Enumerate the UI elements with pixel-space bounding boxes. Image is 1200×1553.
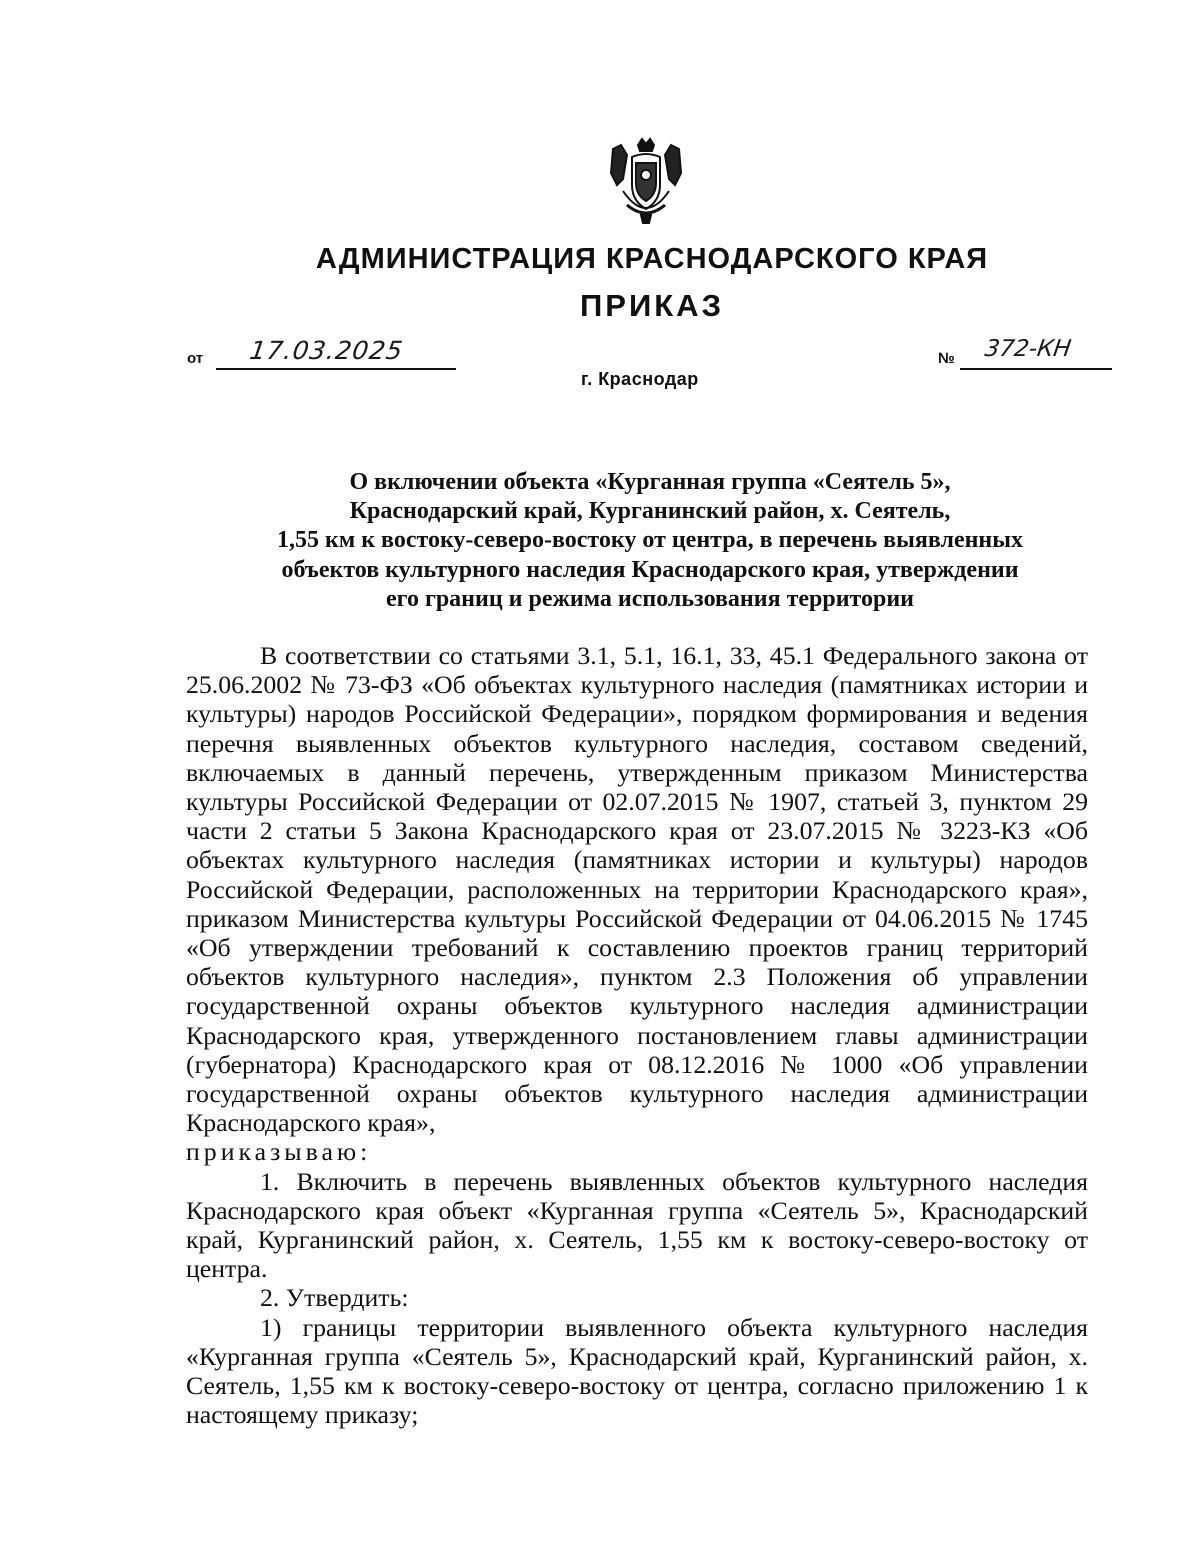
title-line: его границ и режима использования территории [385, 585, 915, 612]
document-type: ПРИКАЗ [580, 288, 724, 323]
item-1-paragraph: 1. Включить в перечень выявленных объектов культурного наследия Краснодарского края объект «Курганная группа «Сеятель 5», Краснодарский край, Курганинский район, х. Сеятель, 1,55 км к востоку-северо-востоку от центра. [186, 1166, 1088, 1284]
title-line: Краснодарский край, Курганинский район, х. Сеятель, [349, 498, 951, 525]
document-body [186, 641, 1088, 1429]
title-line: объектов культурного наследия Краснодарского края, утверждении [281, 556, 1019, 583]
handwritten-date: 17.03.2025 [247, 336, 406, 365]
preamble-paragraph: В соответствии со статьями 3.1, 5.1, 16.1, 33, 45.1 Федерального закона от 25.06.2002 № 73-ФЗ «Об объектах культурного наследия (памятниках истории и культуры) народов Российской Федерации», порядком формирования и ведения перечня выявленных объектов культурного наследия, составом сведений, включаемых в данный перечень, утвержденным приказом Министерства культуры Российской Федерации от 02.07.2015 № 1907, статьей 3, пунктом 29 части 2 статьи 5 Закона Краснодарского края от 23.07.2015 № 3223-КЗ «Об объектах культурного наследия (памятниках истории и культуры) народов Российской Федерации, расположенных на территории Краснодарского края», приказом Министерства культуры Российской Федерации от 04.06.2015 № 1745 «Об утверждении требований к составлению проектов границ территорий объектов культурного наследия», пунктом 2.3 Положения об управлении государственной охраны объектов культурного наследия администрации Краснодарского края, утвержденного постановлением главы администрации (губернатора) Краснодарского края от 08.12.2016 № 1000 «Об управлении государственной охраны объектов культурного наследия администрации Краснодарского края», [186, 641, 1088, 1138]
date-label: от [187, 350, 204, 367]
number-label: № [938, 350, 955, 367]
city: г. Краснодар [581, 369, 699, 389]
title-line: О включении объекта «Курганная группа «Сеятель 5», [349, 469, 951, 495]
document-title [190, 468, 1110, 614]
order-word: приказываю: [186, 1137, 372, 1167]
number-underline [960, 368, 1112, 370]
item-2-paragraph: 2. Утвердить: [260, 1283, 409, 1313]
item-2-1-paragraph: 1) границы территории выявленного объекта культурного наследия «Курганная группа «Сеятель 5», Краснодарский край, Курганинский район, х. Сеятель, 1,55 км к востоку-северо-востоку от центра, согласно приложению 1 к настоящему приказу; [186, 1312, 1088, 1430]
coat-of-arms-icon [605, 135, 687, 227]
date-underline [216, 368, 456, 370]
title-line: 1,55 км к востоку-северо-востоку от центра, в перечень выявленных [277, 527, 1023, 554]
handwritten-number: 372-КН [983, 336, 1073, 362]
organization-name: АДМИНИСТРАЦИЯ КРАСНОДАРСКОГО КРАЯ [315, 243, 989, 275]
